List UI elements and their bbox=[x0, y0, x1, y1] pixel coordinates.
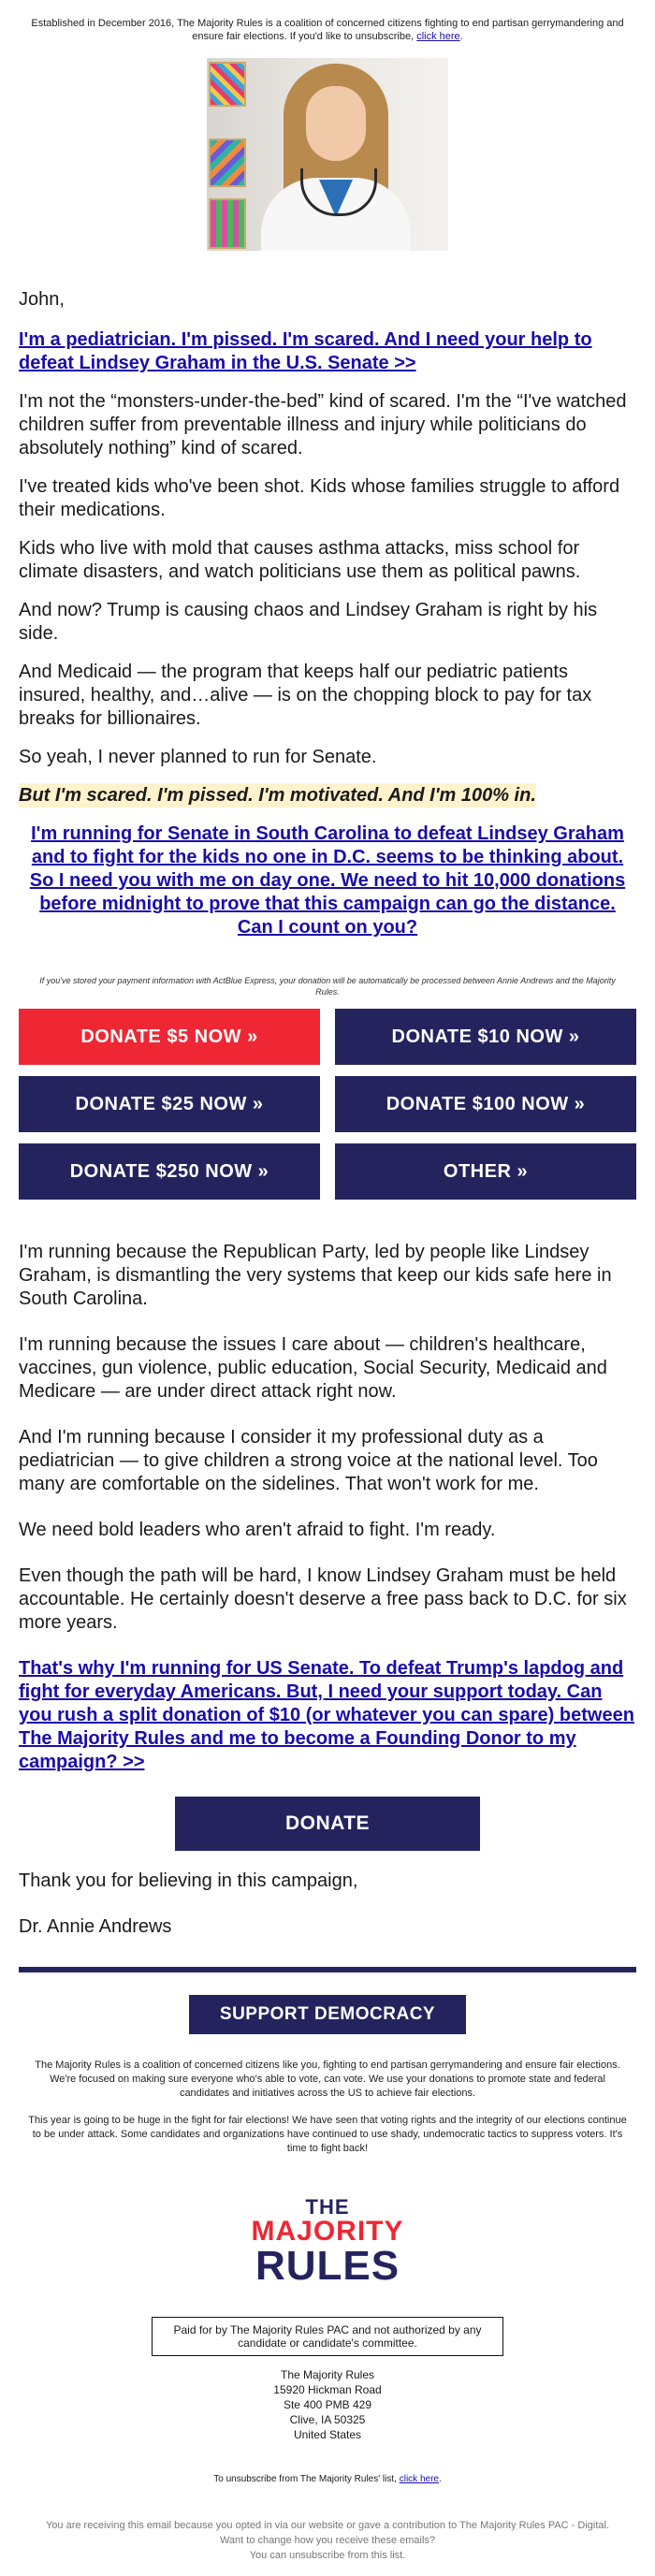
count-on-you-link[interactable]: I'm running for Senate in South Carolina to defeat Lindsey Graham and to fight for the kids no one in D.C. seems to be thinking about. So I need you with me on day one. We need to hit 10,000 donations before midnight to prove that this campaign can go the distance. Can I count on you? bbox=[29, 823, 626, 938]
donate-other-button[interactable]: OTHER » bbox=[335, 1143, 636, 1200]
paragraph: And I'm running because I consider it my professional duty as a pediatrician — to give children a strong voice at the national level. Too many are comfortable on the sidelines. That won't work for me. bbox=[19, 1427, 598, 1494]
unsubscribe-text: To unsubscribe from The Majority Rules' list, bbox=[213, 2474, 397, 2484]
divider bbox=[19, 1967, 636, 1972]
paragraph: Kids who live with mold that causes asthma attacks, miss school for climate disasters, and watch politicians use them as political pawns. bbox=[19, 538, 581, 582]
letter-content-continued bbox=[0, 1241, 655, 1774]
donate-25-button[interactable]: DONATE $25 NOW » bbox=[19, 1076, 320, 1132]
address-suite: Ste 400 PMB 429 bbox=[283, 2398, 372, 2411]
paragraph: I've treated kids who've been shot. Kids whose families struggle to afford their medications. bbox=[19, 476, 620, 520]
paragraph: So yeah, I never planned to run for Senate. bbox=[19, 747, 377, 767]
about-text: The Majority Rules is a coalition of concerned citizens like you, fighting to end partisan gerrymandering and ensure fair elections. We're focused on making sure everyone who's able to vote, can vote. We use your donations to promote state and federal candidates and initiatives across the US to achieve fair elections. bbox=[35, 2059, 620, 2099]
address-name: The Majority Rules bbox=[280, 2368, 375, 2381]
change-text: Want to change how you receive these emails? bbox=[219, 2535, 436, 2546]
donate-5-button[interactable]: DONATE $5 NOW » bbox=[19, 1009, 320, 1065]
preheader bbox=[28, 17, 627, 43]
paragraph: I'm not the “monsters-under-the-bed” kind of scared. I'm the “I've watched children suffer from preventable illness and injury while politicians do absolutely nothing” kind of scared. bbox=[19, 391, 627, 458]
footer-notice bbox=[19, 2518, 636, 2563]
lead-paragraph bbox=[19, 328, 636, 375]
address-street: 15920 Hickman Road bbox=[273, 2383, 382, 2396]
logo-line: RULES bbox=[255, 2243, 400, 2289]
pediatrician-portrait-image bbox=[207, 58, 448, 251]
paragraph: Even though the path will be hard, I know Lindsey Graham must be held accountable. He certainly doesn't deserve a free pass back to D.C. for six more years. bbox=[19, 1565, 627, 1633]
donate-button-grid bbox=[0, 1009, 655, 1200]
logo-line: THE bbox=[305, 2195, 350, 2219]
preheader-text: Established in December 2016, The Majority Rules is a coalition of concerned citizens fighting to end partisan gerrymandering and ensure fair elections. If you'd like to unsubscribe, bbox=[31, 18, 624, 42]
year-text: This year is going to be huge in the fight for fair elections! We have seen that voting rights and the integrity of our elections continue to be under attack. Some candidates and organizations have continued to use shady, undemocratic tactics to suppress voters. It's time to fight back! bbox=[28, 2115, 627, 2154]
highlight-paragraph bbox=[19, 784, 636, 808]
call-to-action bbox=[24, 822, 631, 939]
wall-art bbox=[209, 62, 246, 107]
address-city: Clive, IA 50325 bbox=[289, 2413, 366, 2426]
unsubscribe-link[interactable]: click here bbox=[399, 2474, 439, 2484]
greeting: John, bbox=[19, 289, 65, 310]
donate-10-button[interactable]: DONATE $10 NOW » bbox=[335, 1009, 636, 1065]
unsubscribe-end: . bbox=[438, 2474, 442, 2484]
portrait-face bbox=[306, 86, 366, 161]
signature: Dr. Annie Andrews bbox=[19, 1916, 172, 1937]
sign-off bbox=[0, 1870, 655, 1939]
paragraph: And now? Trump is causing chaos and Lindsey Graham is right by his side. bbox=[19, 600, 598, 644]
mailing-address bbox=[0, 2367, 655, 2442]
donate-250-button[interactable]: DONATE $250 NOW » bbox=[19, 1143, 320, 1200]
wall-art bbox=[209, 198, 246, 249]
defeat-graham-link[interactable]: I'm a pediatrician. I'm pissed. I'm scared. And I need your help to defeat Lindsey Graham in the U.S. Senate >> bbox=[19, 329, 592, 373]
address-country: United States bbox=[293, 2428, 362, 2441]
split-donation-link[interactable]: That's why I'm running for US Senate. To defeat Trump's lapdog and fight for everyday Americans. But, I need your support today. Can you rush a split donation of $10 (or whatever you can spare) between The Majority Rules and me to become a Founding Donor to my campaign? >> bbox=[19, 1658, 634, 1772]
unsubscribe-list-text: You can unsubscribe from this list. bbox=[249, 2550, 406, 2561]
support-democracy-button[interactable]: SUPPORT DEMOCRACY bbox=[189, 1995, 466, 2034]
majority-rules-logo bbox=[0, 2197, 655, 2287]
received-text: You are receiving this email because you opted in via our website or gave a contribution to The Majority Rules PAC - Digital. bbox=[45, 2520, 610, 2531]
paragraph: We need bold leaders who aren't afraid to fight. I'm ready. bbox=[19, 1520, 496, 1540]
paragraph: And Medicaid — the program that keeps half our pediatric patients insured, healthy, and…alive — is on the chopping block to pay for tax breaks for billionaires. bbox=[19, 662, 592, 729]
paragraph: I'm running because the issues I care about — children's healthcare, vaccines, gun violence, public education, Social Security, Medicaid and Medicare — are under direct attack right now. bbox=[19, 1334, 607, 1402]
preheader-end: . bbox=[459, 31, 463, 42]
paid-for-disclaimer: Paid for by The Majority Rules PAC and not authorized by any candidate or candidate's committee. bbox=[152, 2317, 503, 2356]
unsubscribe-line bbox=[0, 2474, 655, 2484]
thanks-text: Thank you for believing in this campaign, bbox=[19, 1870, 358, 1891]
paragraph: I'm running because the Republican Party, led by people like Lindsey Graham, is dismantling the very systems that keep our kids safe here in South Carolina. bbox=[19, 1242, 612, 1309]
logo-line: MAJORITY bbox=[251, 2216, 404, 2247]
actblue-express-note: If you've stored your payment information with ActBlue Express, your donation will be automatically be processed between Annie Andrews and the Majority Rules. bbox=[39, 976, 616, 997]
highlight-text: But I'm scared. I'm pissed. I'm motivated. And I'm 100% in. bbox=[19, 785, 536, 806]
letter-content bbox=[0, 288, 655, 939]
split-donation-paragraph bbox=[19, 1657, 636, 1774]
wall-art bbox=[209, 138, 246, 187]
preheader-unsubscribe-link[interactable]: click here bbox=[416, 31, 460, 42]
donate-button[interactable]: DONATE bbox=[175, 1797, 480, 1851]
donate-100-button[interactable]: DONATE $100 NOW » bbox=[335, 1076, 636, 1132]
